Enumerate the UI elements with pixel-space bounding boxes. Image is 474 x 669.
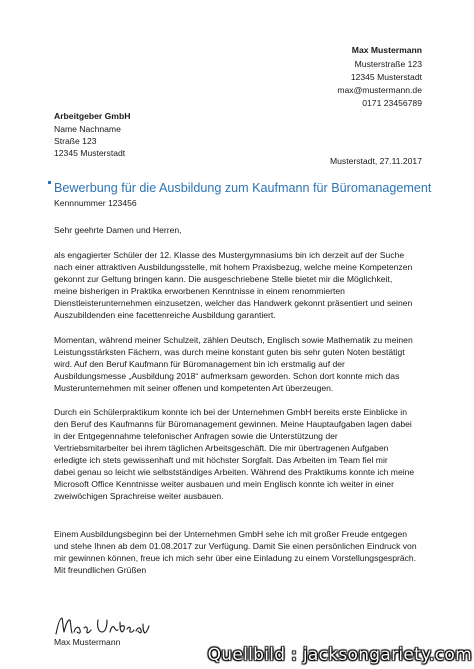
paragraph-line: dabei genau so leicht wie selbstständiges Arbeiten. Während des Praktikums konnte ich meine: [54, 467, 415, 477]
recipient-contact: Name Nachname: [54, 124, 121, 134]
letter-subject: Bewerbung für die Ausbildung zum Kaufmann für Büromanagement: [54, 181, 432, 195]
paragraph-line: Microsoft Office Kenntnisse weiter ausbauen und mein Englisch konnte ich weiter in einer: [54, 479, 394, 489]
paragraph-line: nach einer attraktiven Ausbildungsstelle, mit hohem Praxisbezug, welche meine Kompetenzen: [54, 262, 413, 272]
paragraph-line: Einem Ausbildungsbeginn bei der Unternehmen GmbH sehe ich mit großer Freude entgegen: [54, 529, 408, 539]
recipient-company: Arbeitgeber GmbH: [54, 111, 131, 121]
closing: Mit freundlichen Grüßen: [54, 565, 147, 575]
reference-number: Kennnummer 123456: [54, 198, 137, 208]
source-watermark: Quellbild : jacksongariety.com: [207, 645, 472, 665]
paragraph-4: [54, 528, 424, 576]
sender-city: 12345 Musterstadt: [350, 72, 422, 82]
paragraph-line: erledigte ich stets gewissenhaft und mit höchster Sorgfalt. Das Arbeiten im Team fiel mir: [54, 455, 388, 465]
recipient-city: 12345 Musterstadt: [54, 148, 126, 158]
paragraph-line: Musterunternehmen mit seiner offenen und kompetenten Art überzeugen.: [54, 383, 334, 393]
paragraph-3: [54, 406, 424, 502]
paragraph-line: Ausbildungsmesse „Ausbildung 2018“ aufmerksam geworden. Schon dort konnte mich das: [54, 371, 400, 381]
paragraph-line: als engagierter Schüler der 12. Klasse des Mustergymnasiums bin ich derzeit auf der Suche: [54, 250, 405, 260]
paragraph-line: gekonnt zur Geltung bringen kann. Die ausgeschriebene Stelle bietet mir die Möglichkeit,: [54, 274, 393, 284]
salutation: Sehr geehrte Damen und Herren,: [54, 225, 182, 235]
paragraph-line: Leistungsstärksten Fächern, was durch meine konstant guten bis sehr guten Noten bestätigt: [54, 347, 405, 357]
paragraph-line: Dienstleisterunternehmen einzusetzen, welcher das Handwerk gekonnt präsentiert und seinen: [54, 298, 413, 308]
paragraph-line: Vertriebsmitarbeiter bei ihrem täglichen Arbeitsgeschäft. Die mir übertragenen Aufgaben: [54, 443, 389, 453]
subject-marker: [48, 181, 51, 184]
recipient-street: Straße 123: [54, 136, 97, 146]
paragraph-line: Auszubildenden eine facettenreiche Ausbildung garantiert.: [54, 310, 276, 320]
paragraph-line: zweiwöchigen Sprachreise weiter ausbauen.: [54, 491, 224, 501]
sender-name: Max Mustermann: [351, 45, 422, 55]
paragraph-line: in der Entgegennahme telefonischer Anfragen sowie die Unterstützung der: [54, 431, 338, 441]
signature-name: Max Mustermann: [54, 637, 121, 647]
sender-phone: 0171 23456789: [362, 98, 422, 108]
paragraph-2: [54, 334, 424, 394]
paragraph-1: [54, 249, 424, 321]
sender-email: max@mustermann.de: [337, 85, 422, 95]
paragraph-line: wird. Auf den Beruf Kaufmann für Büromanagement bin ich erstmalig auf der: [54, 359, 345, 369]
sender-street: Musterstraße 123: [354, 59, 422, 69]
letter-date: Musterstadt, 27.11.2017: [329, 156, 422, 166]
paragraph-line: den Beruf des Kaufmanns für Büromanagement gewinnen. Meine Hauptaufgaben lagen dabei: [54, 419, 412, 429]
paragraph-line: und stehe Ihnen ab dem 01.08.2017 zur Verfügung. Damit Sie einen persönlichen Eindruck von: [54, 541, 417, 551]
paragraph-line: mir gewinnen können, freue ich mich sehr über eine Einladung zu einem Vorstellungsgespräch.: [54, 553, 417, 563]
paragraph-line: meine bisherigen in Praktika erworbenen Kenntnisse in einem renommierten: [54, 286, 345, 296]
paragraph-line: Momentan, während meiner Schulzeit, zählen Deutsch, Englisch sowie Mathematik zu meinen: [54, 335, 413, 345]
paragraph-line: Durch ein Schülerpraktikum konnte ich bei der Unternehmen GmbH bereits erste Einblicke in: [54, 407, 407, 417]
